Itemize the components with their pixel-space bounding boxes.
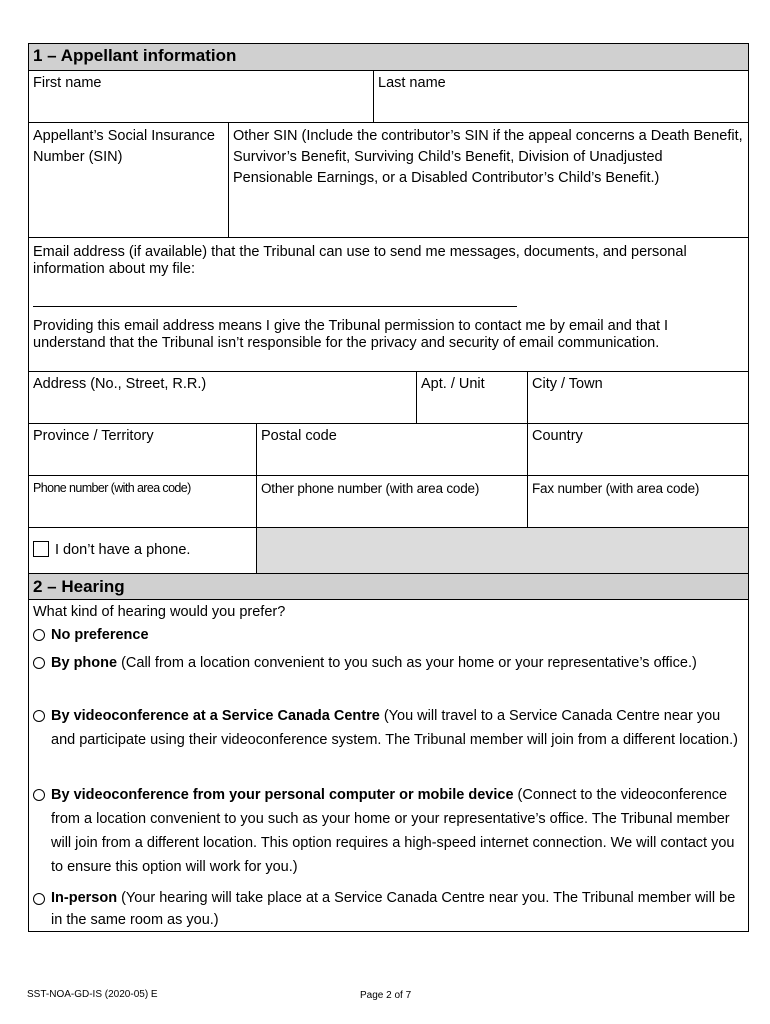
option-text: (Connect to the videoconference from a location convenient to you such as your home or your representative’s office. The Tribunal member will join from a different location. This option requires a high-speed internet connection. We will contact you to ensure this option will work for you.): [51, 787, 735, 875]
option-videoconference-centre: [51, 704, 744, 752]
page-number: Page 2 of 7: [360, 990, 412, 1001]
email-notice-text: Providing this email address means I give the Tribunal permission to contact me by email and that I understand that the Tribunal isn’t responsible for the privacy and security of email communication.: [33, 318, 669, 351]
form-id: SST-NOA-GD-IS (2020-05) E: [27, 989, 158, 1000]
hearing-question: What kind of hearing would you prefer?: [33, 604, 286, 620]
option-title: By videoconference at a Service Canada Centre: [51, 708, 380, 724]
section-2-title: 2 – Hearing: [33, 577, 125, 596]
no-preference-radio[interactable]: [33, 629, 45, 641]
sin-field[interactable]: [29, 123, 229, 238]
country-label: Country: [532, 428, 583, 444]
no-phone-checkbox[interactable]: [33, 541, 49, 557]
no-phone-shaded-cell: [257, 528, 748, 574]
no-phone-label: I don’t have a phone.: [55, 542, 191, 558]
phone-hearing-radio[interactable]: [33, 657, 45, 669]
fax-label: Fax number (with area code): [532, 481, 700, 496]
phone-field[interactable]: [29, 476, 257, 528]
city-label: City / Town: [532, 376, 603, 392]
first-name-field[interactable]: [29, 71, 374, 123]
option-title: By videoconference from your personal computer or mobile device: [51, 787, 514, 803]
email-block: [29, 238, 748, 372]
no-phone-row: [29, 528, 257, 574]
last-name-field[interactable]: [374, 71, 748, 123]
other-sin-field[interactable]: [229, 123, 748, 238]
section-1-title: 1 – Appellant information: [33, 46, 237, 65]
last-name-label: Last name: [378, 75, 446, 91]
postal-code-field[interactable]: [257, 424, 528, 476]
appeal-form: [28, 43, 749, 932]
sin-label: Appellant’s Social Insurance Number (SIN): [33, 128, 215, 165]
section-1-header: [29, 44, 748, 71]
option-in-person: [51, 887, 744, 931]
videoconference-centre-radio[interactable]: [33, 710, 45, 722]
option-text: (Your hearing will take place at a Service Canada Centre near you. The Tribunal member will be in the same room as you.): [51, 890, 736, 928]
postal-code-label: Postal code: [261, 428, 337, 444]
option-no-preference: [51, 623, 744, 647]
option-title: In-person: [51, 890, 118, 906]
option-title: No preference: [51, 627, 149, 643]
apt-label: Apt. / Unit: [421, 376, 485, 392]
option-videoconference-personal: [51, 783, 744, 879]
videoconference-personal-radio[interactable]: [33, 789, 45, 801]
in-person-radio[interactable]: [33, 893, 45, 905]
fax-field[interactable]: [528, 476, 748, 528]
apt-field[interactable]: [417, 372, 528, 424]
other-phone-field[interactable]: [257, 476, 528, 528]
province-label: Province / Territory: [33, 428, 154, 444]
option-text: (You will travel to a Service Canada Centre near you and participate using their videoconference system. The Tribunal member will join from a different location.): [51, 708, 738, 748]
option-by-phone: [51, 651, 744, 675]
section-2-header: [29, 574, 748, 600]
other-phone-label: Other phone number (with area code): [261, 481, 480, 496]
address-field[interactable]: [29, 372, 417, 424]
city-field[interactable]: [528, 372, 748, 424]
email-input-line[interactable]: [33, 306, 517, 307]
province-field[interactable]: [29, 424, 257, 476]
other-sin-label: Other SIN (Include the contributor’s SIN if the appeal concerns a Death Benefit, Survivor’s Benefit, Surviving Child’s Benefit, Division of Unadjusted Pensionable Earnings, or a Disabled Contributor’s Child’s Benefit.): [233, 128, 743, 186]
phone-label: Phone number (with area code): [33, 481, 191, 495]
option-title: By phone: [51, 655, 118, 671]
email-intro-text: Email address (if available) that the Tribunal can use to send me messages, documents, and personal information about my file:: [33, 244, 687, 277]
country-field[interactable]: [528, 424, 748, 476]
option-text: (Call from a location convenient to you such as your home or your representative’s office.): [117, 655, 697, 671]
address-label: Address (No., Street, R.R.): [33, 376, 207, 392]
first-name-label: First name: [33, 75, 102, 91]
